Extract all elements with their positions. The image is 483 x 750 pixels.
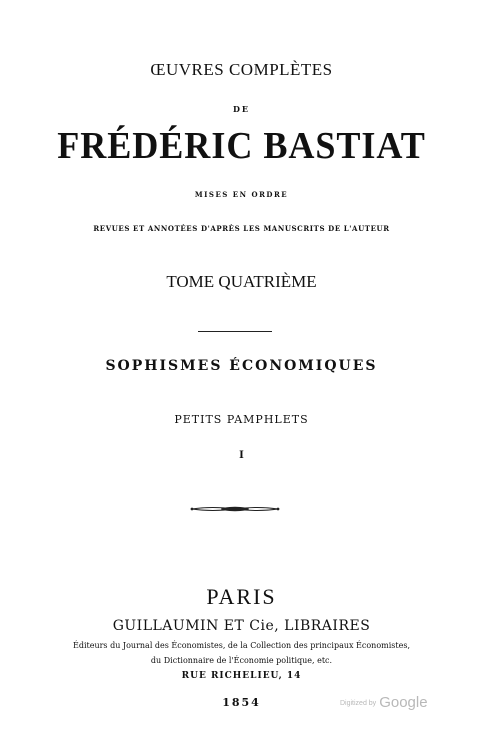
imprint-description-1: Éditeurs du Journal des Économistes, de la Collection des principaux Économistes,: [72, 641, 410, 650]
imprint-year: 1854: [222, 696, 261, 709]
work-subtitle: PETITS PAMPHLETS: [174, 413, 309, 426]
editorial-line-1: MISES EN ORDRE: [194, 190, 289, 199]
volume-label: TOME QUATRIÈME: [166, 272, 317, 291]
divider-rule: [198, 331, 272, 332]
google-watermark: [340, 694, 428, 711]
imprint-publisher: GUILLAUMIN ET Cie, LIBRAIRES: [112, 618, 371, 634]
editorial-line-2: REVUES ET ANNOTÉES D'APRÈS LES MANUSCRITS DE L'AUTEUR: [93, 224, 390, 233]
ornament-divider-icon: [190, 503, 280, 515]
imprint-description-2: du Dictionnaire de l'Économie politique, etc.: [150, 656, 333, 665]
imprint-address: RUE RICHELIEU, 14: [181, 671, 302, 681]
author-name: FRÉDÉRIC BASTIAT: [57, 125, 426, 167]
watermark-prefix: Digitized by: [340, 699, 377, 707]
work-title: SOPHISMES ÉCONOMIQUES: [105, 358, 378, 374]
series-title: ŒUVRES COMPLÈTES: [150, 60, 333, 79]
part-number: I: [239, 450, 244, 461]
watermark-brand: Google: [379, 694, 428, 711]
author-preposition: DE: [232, 104, 251, 114]
imprint-city: PARIS: [206, 584, 277, 609]
